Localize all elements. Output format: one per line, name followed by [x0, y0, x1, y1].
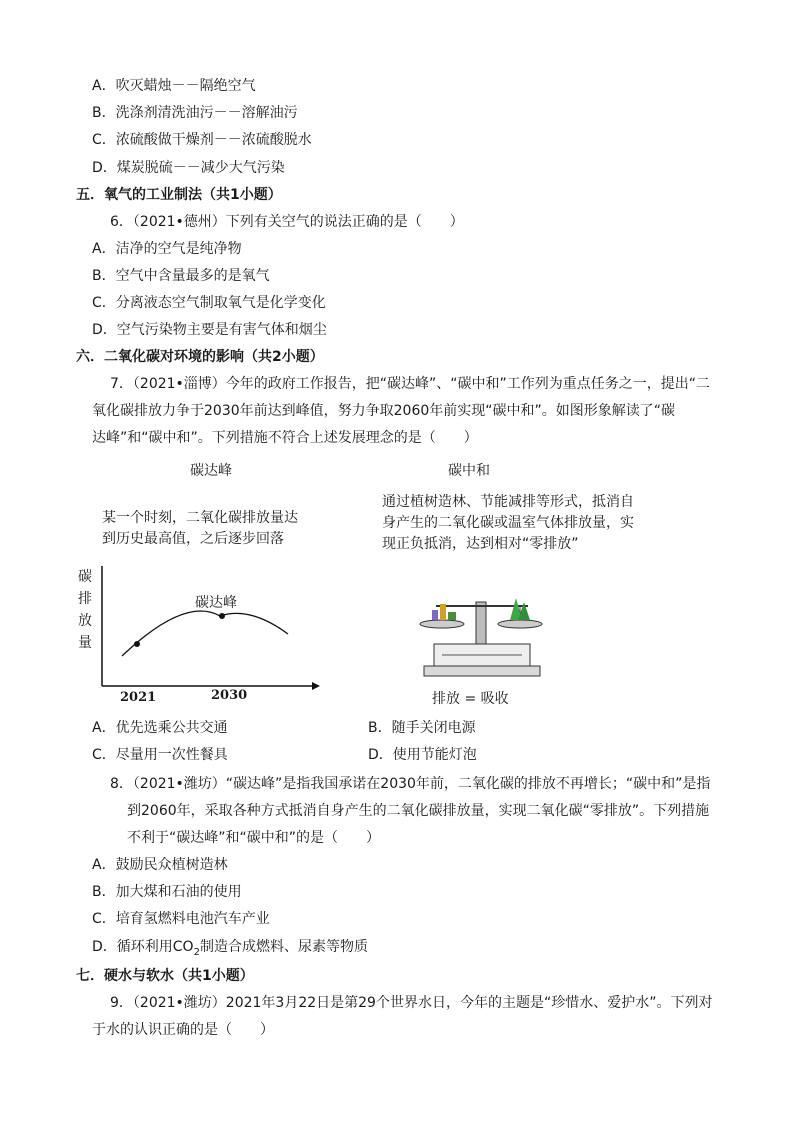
subscript: 2 — [193, 946, 200, 958]
question-stem: 6．（2021•德州）下列有关空气的说法正确的是（ ） — [110, 214, 464, 230]
question-stem-line: 7．（2021•淄博）今年的政府工作报告，把“碳达峰”、“碳中和”工作列为重点任务之一，提出“二 — [110, 376, 711, 392]
option-d-prefix: D．循环利用CO — [92, 939, 194, 955]
section-title: 六．二氧化碳对环境的影响（共2小题） — [76, 349, 324, 365]
section-title: 五．氧气的工业制法（共1小题） — [76, 187, 282, 203]
desc-line: 某一个时刻，二氧化碳排放量达 — [102, 510, 298, 526]
y-axis-label: 碳排放量 — [78, 569, 92, 651]
question-stem-line: 8．（2021•潍坊）“碳达峰”是指我国承诺在2030年前，二氧化碳的排放不再增长；“碳中和”是指 — [110, 776, 711, 792]
desc-line: 通过植树造林、节能减排等形式，抵消自 — [382, 494, 634, 510]
option-d — [92, 937, 368, 963]
desc-line: 身产生的二氧化碳或温室气体排放量，实 — [382, 515, 634, 531]
option-b: B．随手关闭电源 — [368, 720, 476, 736]
question-stem-line: 氧化碳排放力争于2030年前达到峰值，努力争取2060年前实现“碳中和”。如图形象解读了“碳 — [92, 403, 676, 419]
option-b: B．洗涤剂清洗油污－－溶解油污 — [92, 105, 298, 121]
question-stem-line: 达峰”和“碳中和”。下列措施不符合上述发展理念的是（ ） — [92, 430, 478, 446]
right-description — [382, 492, 634, 555]
peak-label: 碳达峰 — [195, 595, 237, 611]
option-a: A．吹灭蜡烛－－隔绝空气 — [92, 78, 256, 94]
left-title: 碳达峰 — [190, 463, 232, 479]
option-c: C．浓硫酸做干燥剂－－浓硫酸脱水 — [92, 132, 312, 148]
peak-point — [219, 613, 225, 619]
option-c: C．分离液态空气制取氧气是化学变化 — [92, 295, 326, 311]
option-d: D．煤炭脱硫－－减少大气污染 — [92, 160, 285, 176]
option-d: D．使用节能灯泡 — [368, 747, 477, 763]
question-stem-line: 于水的认识正确的是（ ） — [92, 1022, 274, 1038]
option-d-suffix: 制造合成燃料、尿素等物质 — [199, 939, 368, 955]
point-2021 — [134, 641, 140, 647]
option-b: B．空气中含量最多的是氧气 — [92, 268, 270, 284]
option-a: A．洁净的空气是纯净物 — [92, 241, 242, 257]
right-title: 碳中和 — [448, 463, 490, 479]
desc-line: 现正负抵消，达到相对“零排放” — [382, 536, 579, 552]
x-tick-2030: 2030 — [211, 688, 248, 703]
x-tick-2021: 2021 — [120, 690, 157, 705]
chart-axes — [102, 566, 320, 690]
option-a: A．鼓励民众植树造林 — [92, 857, 228, 873]
question-stem-line: 到2060年，采取各种方式抵消自身产生的二氧化碳排放量，实现二氧化碳“零排放”。下列措施 — [127, 803, 710, 819]
emission-chart — [70, 456, 330, 696]
question-stem-line: 9．（2021•潍坊）2021年3月22日是第29个世界水日，今年的主题是“珍惜水、爱护水”。下列对 — [110, 995, 713, 1011]
balance-scale-icon — [412, 584, 552, 684]
carbon-figure — [70, 456, 634, 716]
scale-caption: 排放 = 吸收 — [432, 691, 509, 707]
section-title: 七．硬水与软水（共1小题） — [76, 968, 254, 984]
option-c: C．培育氢燃料电池汽车产业 — [92, 911, 270, 927]
option-b: B．加大煤和石油的使用 — [92, 884, 242, 900]
desc-line: 到历史最高值，之后逐步回落 — [102, 531, 284, 547]
question-stem-line: 不利于“碳达峰”和“碳中和”的是（ ） — [127, 830, 381, 846]
emission-curve — [122, 611, 288, 656]
option-c: C．尽量用一次性餐具 — [92, 747, 228, 763]
option-a: A．优先选乘公共交通 — [92, 720, 228, 736]
option-d: D．空气污染物主要是有害气体和烟尘 — [92, 322, 327, 338]
